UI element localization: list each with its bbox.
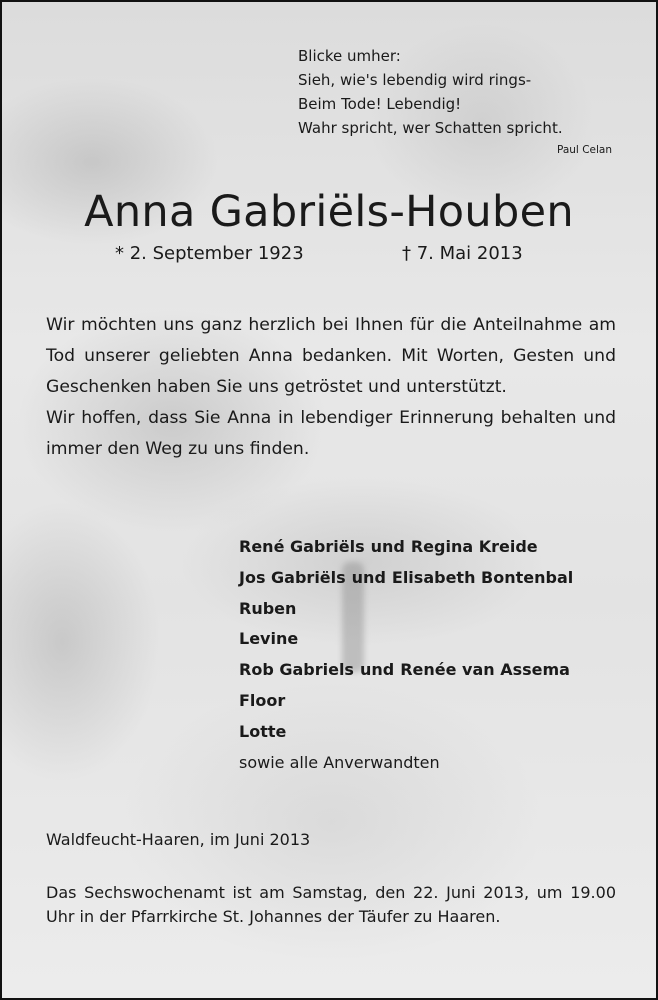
- family-conjunction: und: [351, 567, 386, 587]
- message-paragraph: Wir möchten uns ganz herzlich bei Ihnen für die Anteilnahme am Tod unserer geliebten Anna bedanken. Mit Worten, Gesten und Geschenken haben Sie uns getröstet und unterstützt.: [46, 315, 616, 397]
- relatives-line: sowie alle Anverwandten: [239, 752, 440, 772]
- poem-line: Sieh, wie's lebendig wird rings-: [298, 71, 532, 89]
- message-paragraph: Wir hoffen, dass Sie Anna in lebendiger Erinnerung behalten und immer den Weg zu uns finden.: [46, 408, 616, 459]
- family-member: Rob Gabriels: [239, 660, 354, 680]
- poem-line: Wahr spricht, wer Schatten spricht.: [298, 119, 563, 137]
- birth-date: * 2. September 1923: [115, 243, 304, 264]
- family-conjunction: und: [359, 660, 395, 680]
- poem-line: Beim Tode! Lebendig!: [298, 95, 462, 113]
- service-notice: Das Sechswochenamt ist am Samstag, den 22. Juni 2013, um 19.00 Uhr in der Pfarrkirche St. Johannes der Täufer zu Haaren.: [46, 883, 616, 926]
- family-member: Renée van Assema: [400, 660, 570, 680]
- thank-you-message: [46, 310, 616, 465]
- family-member: Elisabeth Bontenbal: [391, 567, 574, 587]
- family-couple: [239, 655, 573, 686]
- place-date: Waldfeucht-Haaren, im Juni 2013: [46, 830, 311, 849]
- family-member: Lotte: [239, 721, 287, 741]
- poem: [298, 44, 628, 140]
- family-conjunction: und: [370, 537, 405, 556]
- family-member: Ruben: [239, 598, 297, 618]
- family-member: Jos Gabriëls: [239, 567, 346, 587]
- death-date: † 7. Mai 2013: [402, 243, 523, 264]
- family-member: Levine: [239, 629, 299, 649]
- poem-author: Paul Celan: [556, 144, 612, 156]
- family-member: Floor: [239, 690, 286, 710]
- deceased-name: Anna Gabriëls-Houben: [84, 187, 574, 237]
- family-couple: [239, 563, 573, 594]
- family-member: René Gabriëls: [239, 537, 365, 556]
- family-list: [239, 532, 573, 778]
- family-couple: [239, 532, 573, 563]
- family-member: Regina Kreide: [410, 537, 538, 556]
- poem-line: Blicke umher:: [298, 47, 401, 65]
